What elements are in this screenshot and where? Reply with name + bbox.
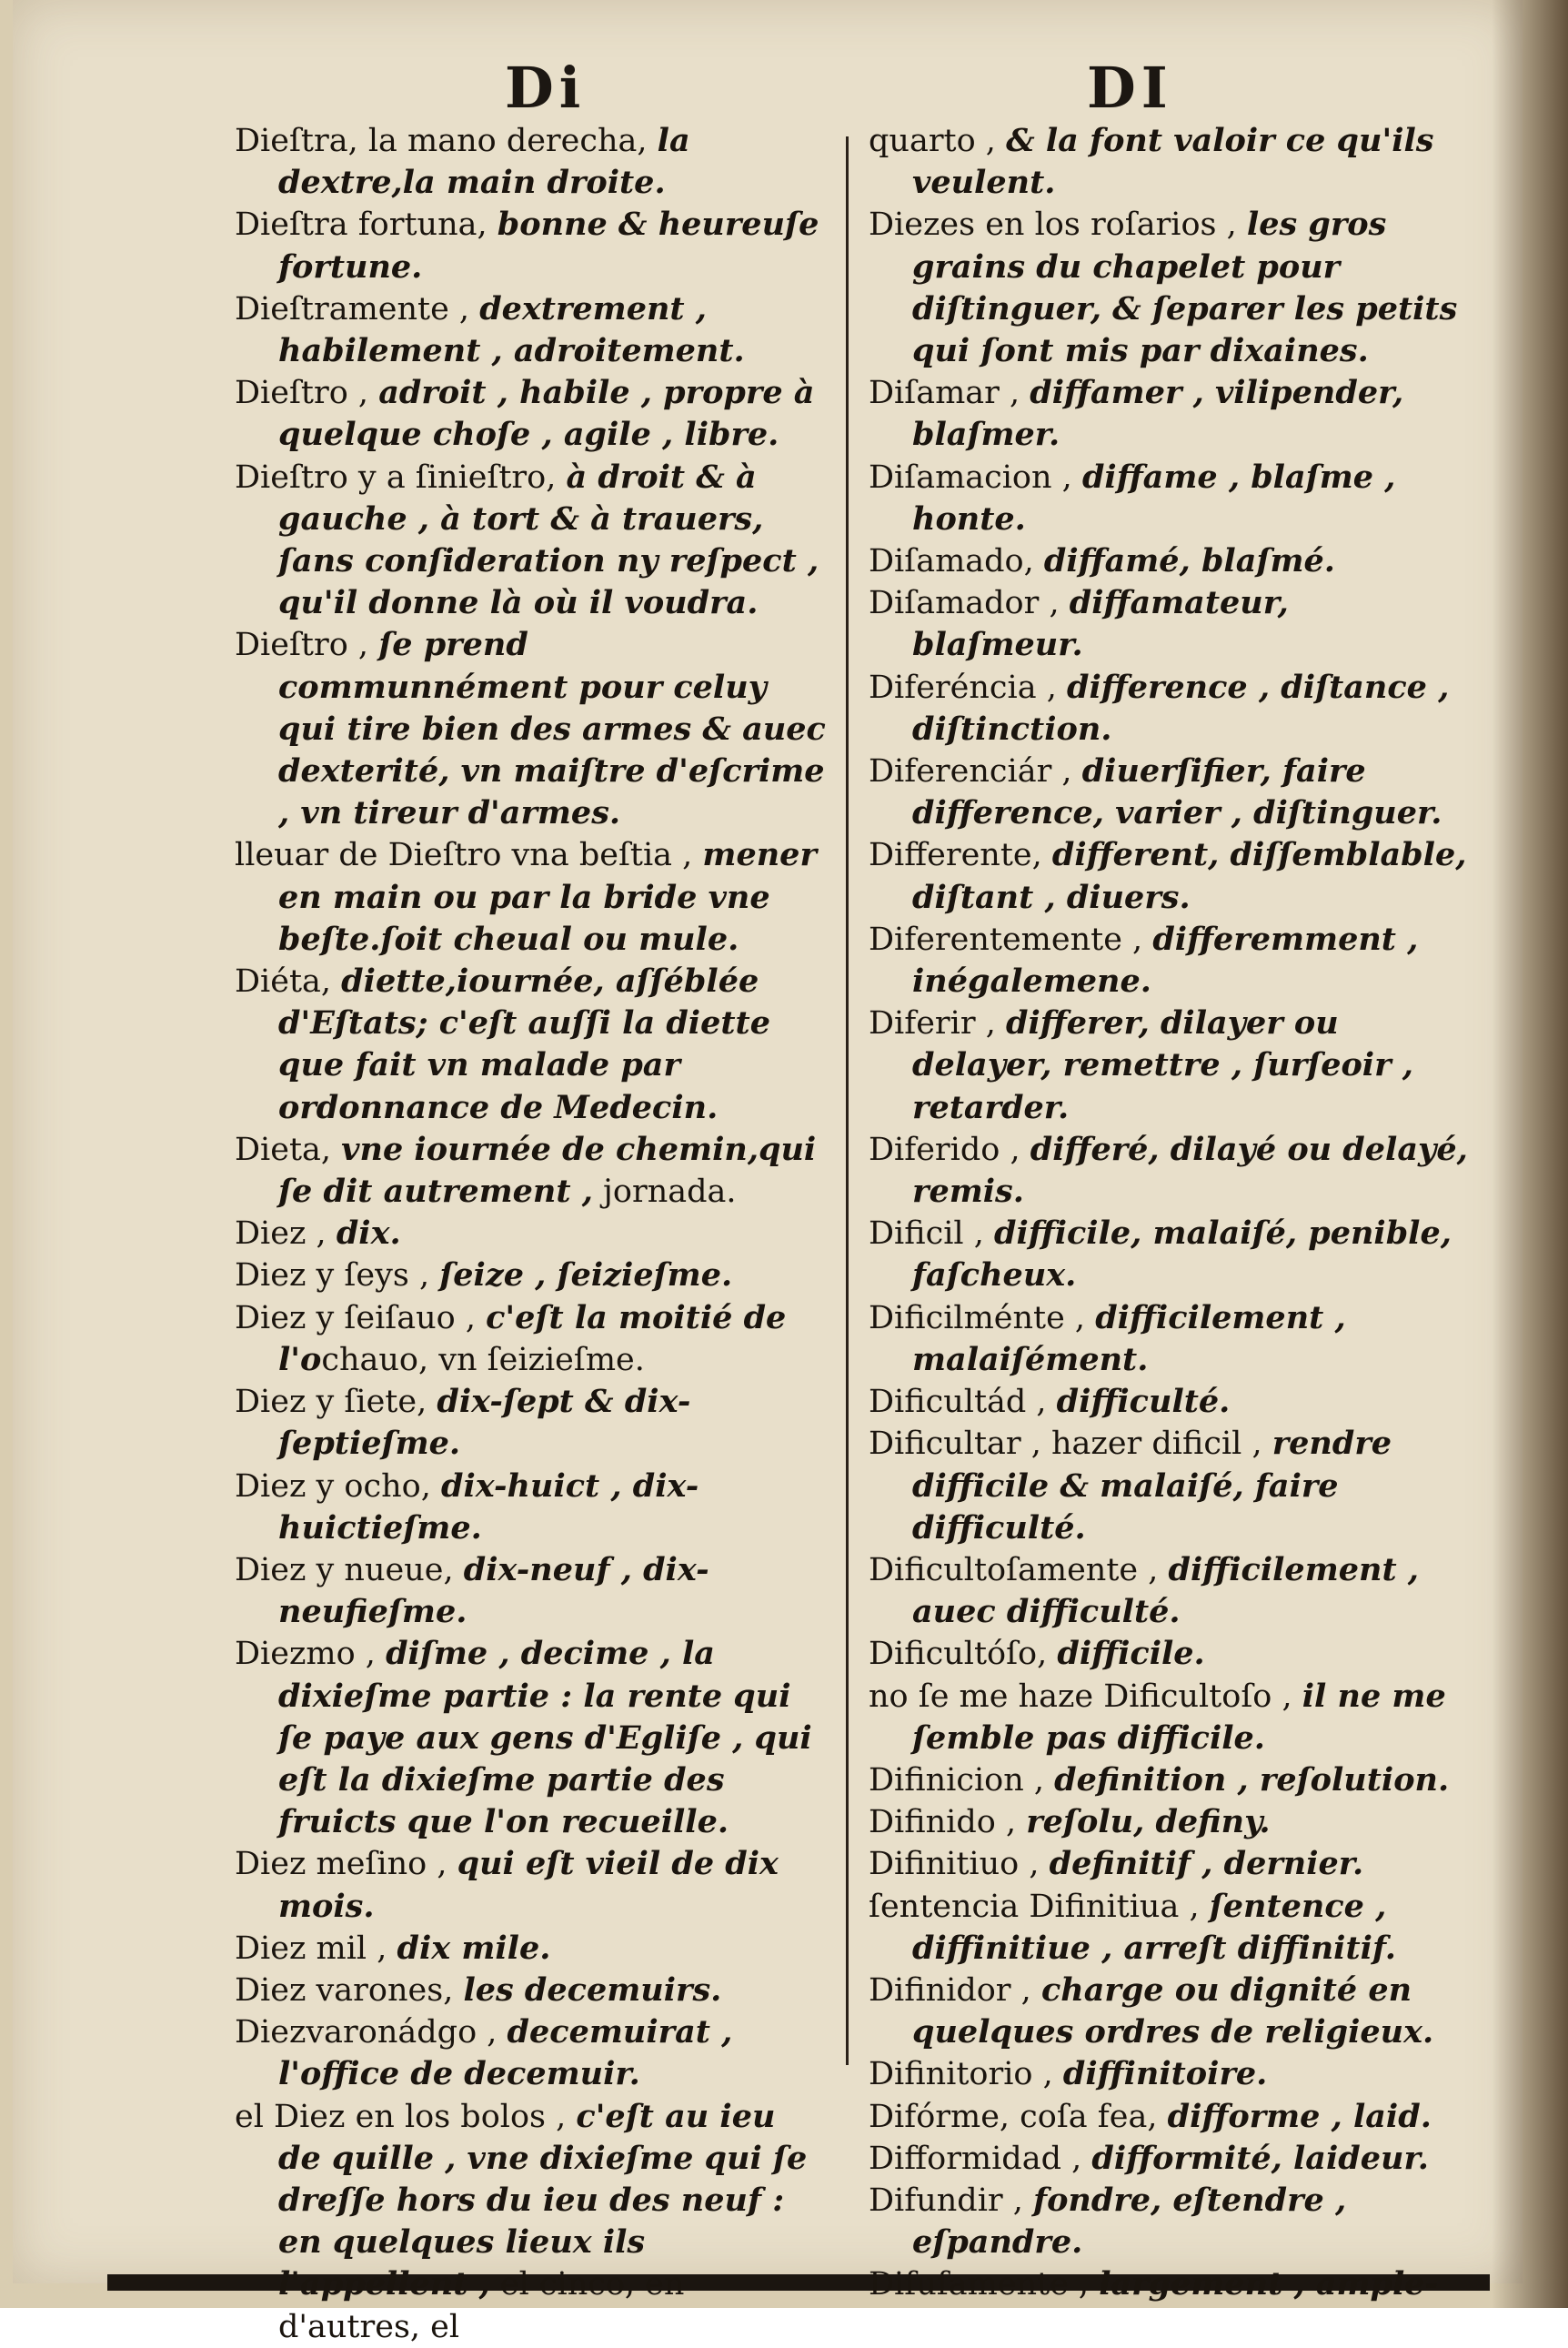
dictionary-entry (869, 834, 1469, 918)
entry-headword: Difformidad , (869, 2140, 1082, 2177)
dictionary-entry (869, 1003, 1469, 1129)
entry-headword: Difórme, coſa fea, (869, 2098, 1158, 2135)
dictionary-entry (869, 667, 1469, 751)
running-head-left: Di (505, 55, 587, 121)
dictionary-entry (235, 372, 826, 456)
entry-french-gloss: & la font valoir ce qu'ils veulent. (912, 122, 1434, 202)
dictionary-entry (869, 1843, 1469, 1885)
entry-french-gloss: c'eſt la moitié de l'o (278, 1298, 787, 1378)
entry-headword: Dificultóſo, (869, 1636, 1048, 1673)
entry-headword: Diſamador , (869, 585, 1060, 622)
dictionary-entry (869, 582, 1469, 666)
entry-continuation: el cinco, en d'autres, el (278, 2266, 685, 2345)
dictionary-entry (869, 204, 1469, 372)
entry-headword: Difinitorio , (869, 2056, 1053, 2093)
entry-headword: no ſe me haze Dificultoſo , (869, 1678, 1292, 1715)
dictionary-entry (869, 120, 1469, 204)
right-column (869, 120, 1469, 2306)
entry-french-gloss: largement , ample- (1099, 2265, 1439, 2303)
entry-headword: Diezmo , (235, 1636, 376, 1673)
dictionary-entry (869, 1549, 1469, 1633)
dictionary-entry (869, 2053, 1469, 2095)
dictionary-entry (869, 1801, 1469, 1843)
dictionary-entry (235, 1970, 826, 2011)
entry-french-gloss: les gros grains du chapelet pour diſtinguer, & ſeparer les petits qui ſont mis par dixaines. (912, 206, 1458, 370)
dictionary-entry (869, 1423, 1469, 1549)
entry-french-gloss: difference , diſtance , diſtinction. (912, 668, 1450, 748)
entry-headword: Difundir , (869, 2182, 1023, 2219)
entry-french-gloss: diffinitoire. (1062, 2055, 1268, 2093)
entry-headword: Dificilménte , (869, 1299, 1086, 1336)
entry-french-gloss: diffamateur, blaſmeur. (912, 584, 1289, 664)
entry-french-gloss: c'eſt au ieu de quille , vne dixieſme qui ſe dreſſe hors du ieu des neuf : en quelques lieux ils l'appellent , (278, 2097, 808, 2303)
dictionary-entry (869, 919, 1469, 1003)
dictionary-entry (235, 1633, 826, 1843)
entry-french-gloss: dix-ſept & dix-ſeptieſme. (278, 1383, 691, 1463)
entry-headword: Diez meſino , (235, 1846, 447, 1883)
dictionary-entry (235, 120, 826, 204)
dictionary-entry (235, 288, 826, 372)
entry-french-gloss: dix-neuf , dix-neufieſme. (278, 1550, 709, 1631)
entry-headword: Dieſtro y a ſinieſtro, (235, 459, 557, 496)
dictionary-entry (869, 457, 1469, 540)
entry-headword: Diſamar , (869, 375, 1020, 412)
entry-french-gloss: les decemuirs. (463, 1970, 722, 2009)
entry-headword: Dificil , (869, 1215, 984, 1253)
running-head-right: DI (1087, 55, 1173, 121)
entry-french-gloss: difformité, laideur. (1091, 2139, 1429, 2177)
entry-french-gloss: decemuirat , l'office de decemuir. (278, 2013, 733, 2093)
dictionary-entry (235, 961, 826, 1129)
entry-french-gloss: difficile, malaiſé, penible, faſcheux. (912, 1214, 1452, 1295)
dictionary-entry (235, 457, 826, 625)
entry-headword: Dificultoſamente , (869, 1551, 1159, 1588)
entry-french-gloss: different, diſſemblable, diſtant , diuers. (912, 836, 1467, 916)
entry-continuation: jornada. (592, 1174, 737, 1211)
entry-french-gloss: ſentence , diffinitiue , arreſt diffinitif. (912, 1887, 1396, 1967)
left-column (235, 120, 826, 2348)
entry-french-gloss: diffamé, blaſmé. (1043, 542, 1335, 580)
entry-french-gloss: dix mile. (397, 1929, 551, 1967)
entry-french-gloss: difforme , laid. (1167, 2097, 1432, 2135)
entry-headword: Difuſamente , (869, 2266, 1090, 2303)
entry-french-gloss: definitif , dernier. (1049, 1845, 1364, 1883)
entry-headword: Difinicion , (869, 1761, 1044, 1799)
entry-headword: el Diez en los bolos , (235, 2098, 567, 2135)
entry-french-gloss: diette,iournée, aſſéblée d'Eſtats; c'eſt auſſi la diette que fait vn malade par ordonnance de Medecin. (278, 962, 770, 1126)
entry-french-gloss: à droit & à gauche , à tort & à trauers, ſans conſideration ny reſpect , qu'il donne là où il voudra. (278, 458, 819, 622)
entry-french-gloss: differemment , inégalemene. (912, 920, 1419, 1001)
dictionary-entry (869, 751, 1469, 834)
dictionary-entry (869, 2180, 1469, 2263)
entry-headword: Diferido , (869, 1131, 1020, 1168)
entry-headword: Diferir , (869, 1005, 996, 1043)
dictionary-entry (235, 1381, 826, 1465)
entry-french-gloss: fondre, eſtendre , eſpandre. (912, 2181, 1347, 2262)
entry-french-gloss: difficile. (1057, 1635, 1205, 1673)
entry-french-gloss: qui eſt vieil de dix mois. (278, 1845, 779, 1925)
dictionary-entry (235, 1255, 826, 1296)
entry-headword: Diferenciár , (869, 753, 1072, 791)
entry-continuation: chauo, vn ſeizieſme. (321, 1341, 645, 1378)
dictionary-entry (869, 1676, 1469, 1759)
column-divider (846, 136, 849, 2065)
dictionary-entry (235, 1466, 826, 1549)
entry-french-gloss: charge ou dignité en quelques ordres de religieux. (912, 1970, 1434, 2051)
entry-french-gloss: dix. (336, 1214, 401, 1253)
entry-headword: Diez mil , (235, 1930, 387, 1967)
dictionary-entry (235, 624, 826, 834)
entry-headword: Diéta, (235, 963, 332, 1001)
entry-french-gloss: differé, dilayé ou delayé, remis. (912, 1130, 1468, 1211)
entry-headword: Dieſtro , (235, 627, 369, 664)
dictionary-entry (869, 1633, 1469, 1675)
dictionary-entry (235, 834, 826, 961)
entry-french-gloss: diffamer , vilipender, blaſmer. (912, 374, 1404, 454)
entry-french-gloss: la dextre,la main droite. (278, 122, 690, 202)
dictionary-entry (235, 1549, 826, 1633)
entry-headword: Diez , (235, 1215, 327, 1253)
entry-french-gloss: diuerſifier, faire difference, varier , diſtinguer. (912, 752, 1442, 832)
entry-headword: Dificultád , (869, 1384, 1047, 1421)
entry-headword: Dieta, (235, 1131, 332, 1168)
entry-french-gloss: bonne & heureuſe fortune. (278, 206, 819, 286)
entry-french-gloss: diſme , decime , la dixieſme partie : la rente qui ſe paye aux gens d'Egliſe , qui eſt la dixieſme partie des fruicts que l'on recueille. (278, 1635, 812, 1841)
entry-headword: Differente, (869, 837, 1042, 874)
dictionary-entry (869, 2138, 1469, 2180)
entry-headword: Difinidor , (869, 1971, 1031, 2009)
dictionary-entry (235, 2096, 826, 2348)
entry-headword: Dificultar , hazer dificil , (869, 1426, 1262, 1463)
dictionary-entry (869, 1759, 1469, 1801)
entry-french-gloss: dix-huict , dix-huictieſme. (278, 1466, 699, 1547)
dictionary-entry (235, 1213, 826, 1255)
entry-french-gloss: rendre difficile & malaiſé, faire difficulté. (912, 1425, 1392, 1547)
entry-headword: Dieſtra, la mano derecha, (235, 123, 648, 159)
entry-french-gloss: differer, dilayer ou delayer, remettre , ſurſeoir , retarder. (912, 1004, 1413, 1126)
dictionary-entry (869, 1129, 1469, 1213)
entry-french-gloss: ſe prend communnément pour celuy qui tire bien des armes & auec dexterité, vn maiſtre d'eſcrime , vn tireur d'armes. (278, 626, 826, 832)
dictionary-entry (869, 1970, 1469, 2053)
entry-headword: Diez y ſeiſauo , (235, 1299, 476, 1336)
entry-french-gloss: il ne me ſemble pas difficile. (912, 1677, 1446, 1757)
entry-headword: lleuar de Dieſtro vna beſtia , (235, 837, 693, 874)
entry-headword: Diezvaronádgo , (235, 2014, 498, 2051)
dictionary-entry (235, 2011, 826, 2095)
entry-headword: Difinido , (869, 1804, 1017, 1841)
entry-headword: Diferéncia , (869, 669, 1057, 706)
dictionary-entry (235, 1928, 826, 1970)
dictionary-entry (235, 1129, 826, 1213)
entry-headword: quarto , (869, 123, 996, 159)
entry-french-gloss: dextrement , habilement , adroitement. (278, 289, 745, 370)
entry-french-gloss: difficilement , malaiſément. (912, 1298, 1346, 1378)
gutter-shadow (1492, 0, 1568, 2308)
entry-french-gloss: mener en main ou par la bride vne beſte.ſoit cheual ou mule. (278, 836, 817, 958)
dictionary-entry (869, 1297, 1469, 1381)
dictionary-entry (235, 1297, 826, 1381)
dictionary-entry (869, 1213, 1469, 1296)
entry-headword: Dieſtra fortuna, (235, 207, 487, 244)
dictionary-entry (869, 372, 1469, 456)
dictionary-entry (869, 1381, 1469, 1423)
entry-french-gloss: reſolu, definy. (1026, 1803, 1271, 1841)
entry-headword: Difinitiuo , (869, 1846, 1040, 1883)
entry-headword: Diez y ſeys , (235, 1257, 430, 1295)
dictionary-entry (869, 2263, 1469, 2305)
entry-headword: Diez y ocho, (235, 1467, 431, 1505)
dictionary-entry (235, 204, 826, 287)
entry-headword: Diſamacion , (869, 459, 1072, 496)
entry-french-gloss: ſeize , ſeizieſme. (439, 1256, 733, 1295)
entry-french-gloss: difficulté. (1056, 1383, 1231, 1421)
entry-french-gloss: difficilement , auec difficulté. (912, 1550, 1419, 1631)
dictionary-entry (869, 1886, 1469, 1970)
entry-french-gloss: definition , reſolution. (1054, 1760, 1450, 1799)
dictionary-entry (869, 540, 1469, 582)
entry-french-gloss: vne iournée de chemin,qui ſe dit autrement , (278, 1130, 817, 1211)
dictionary-entry (235, 1843, 826, 1927)
entry-headword: Diez y ſiete, (235, 1384, 427, 1421)
entry-headword: Diferentemente , (869, 921, 1143, 958)
entry-headword: Diezes en los roſarios , (869, 207, 1237, 244)
entry-french-gloss: diffame , blaſme , honte. (912, 458, 1396, 538)
entry-headword: Dieſtro , (235, 375, 369, 412)
entry-headword: ſentencia Difinitiua , (869, 1888, 1200, 1925)
dictionary-entry (869, 2096, 1469, 2138)
entry-headword: Diſamado, (869, 543, 1034, 580)
entry-french-gloss: adroit , habile , propre à quelque choſe , agile , libre. (278, 374, 815, 454)
entry-headword: Diez y nueue, (235, 1551, 454, 1588)
entry-headword: Dieſtramente , (235, 290, 470, 328)
entry-headword: Diez varones, (235, 1971, 454, 2009)
